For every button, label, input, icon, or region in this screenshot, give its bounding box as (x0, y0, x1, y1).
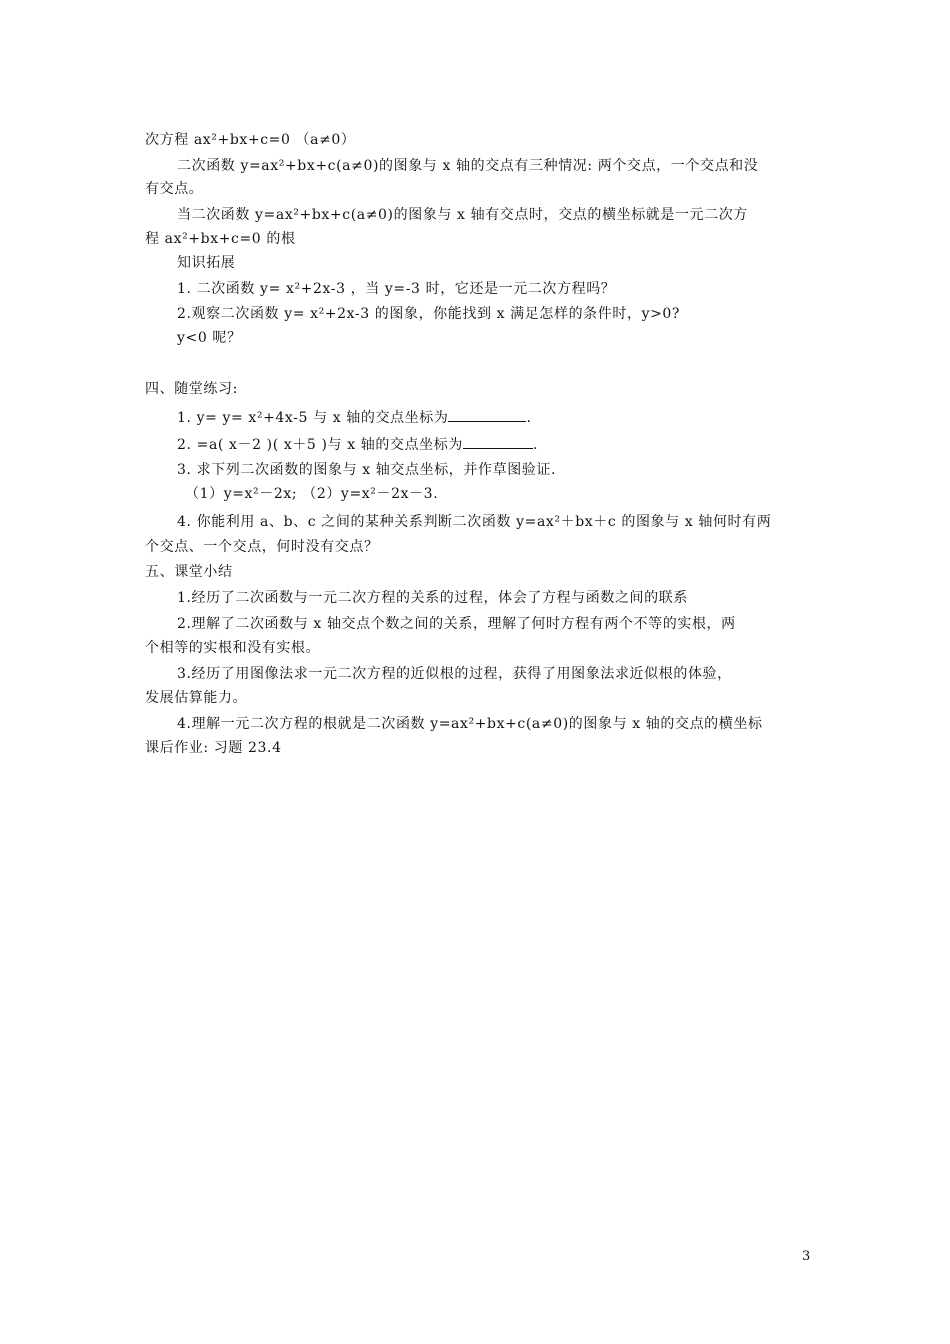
text-line: 发展估算能力。 (145, 690, 248, 706)
text-line: 当二次函数 y=ax²+bx+c(a≠0)的图象与 x 轴有交点时，交点的横坐标就是一元二次方 (177, 207, 749, 223)
exercise-line: 2. =a( x－2 )( x＋5 )与 x 轴的交点坐标为 . (177, 434, 538, 456)
text-line: （1）y=x²－2x; （2）y=x²－2x－3. (185, 486, 439, 502)
text-line: 3.经历了用图像法求一元二次方程的近似根的过程，获得了用图象法求近似根的体验， (177, 666, 732, 682)
exercise-text: 2. =a( x－2 )( x＋5 )与 x 轴的交点坐标为 (177, 437, 463, 453)
text-line: 个交点、一个交点，何时没有交点？ (145, 539, 379, 555)
text-line: 个相等的实根和没有实根。 (145, 640, 321, 656)
section-heading: 五、课堂小结 (145, 564, 233, 580)
exercise-text: 1. y= y= x²+4x-5 与 x 轴的交点坐标为 (177, 410, 449, 426)
text-line: 4.理解一元二次方程的根就是二次函数 y=ax²+bx+c(a≠0)的图象与 x 轴的交点的横坐标 (177, 716, 763, 732)
text-line: 1.经历了二次函数与一元二次方程的关系的过程，体会了方程与函数之间的联系 (177, 590, 688, 606)
page-number: 3 (802, 1249, 811, 1264)
answer-blank (448, 407, 526, 422)
text-line: y<0 呢？ (177, 330, 242, 346)
text-line: 3. 求下列二次函数的图象与 x 轴交点坐标，并作草图验证. (177, 462, 557, 478)
text-line: 二次函数 y=ax²+bx+c(a≠0)的图象与 x 轴的交点有三种情况: 两个交点，一个交点和没 (177, 158, 759, 174)
text-line: 2.理解了二次函数与 x 轴交点个数之间的关系，理解了何时方程有两个不等的实根，两 (177, 616, 736, 632)
answer-blank (463, 434, 533, 449)
text-line: 1. 二次函数 y= x²+2x-3 ，当 y=-3 时，它还是一元二次方程吗？ (177, 281, 616, 297)
section-heading: 知识拓展 (177, 255, 236, 271)
exercise-line: 1. y= y= x²+4x-5 与 x 轴的交点坐标为 . (177, 407, 532, 429)
text-line: 课后作业: 习题 23.4 (145, 740, 282, 756)
text-line: 4. 你能利用 a、b、c 之间的某种关系判断二次函数 y=ax²＋bx＋c 的图象与 x 轴何时有两 (177, 514, 772, 530)
text-line: 次方程 ax²+bx+c=0 （a≠0） (145, 132, 356, 148)
section-heading: 四、随堂练习: (145, 381, 238, 397)
text-line: 有交点。 (145, 181, 204, 197)
text-line: 程 ax²+bx+c=0 的根 (145, 231, 296, 247)
text-line: 2.观察二次函数 y= x²+2x-3 的图象，你能找到 x 满足怎样的条件时，y>0? (177, 306, 681, 322)
